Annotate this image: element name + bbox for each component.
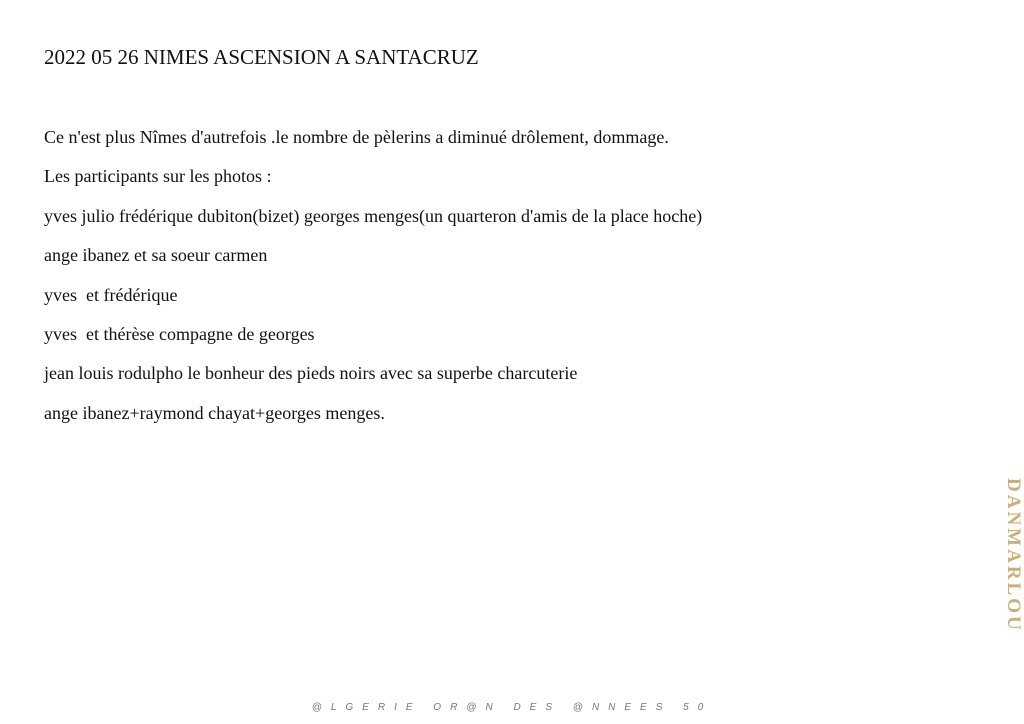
paragraph-participants-heading: Les participants sur les photos : — [44, 166, 272, 187]
paragraph-participants-5: jean louis rodulpho le bonheur des pieds noirs avec sa superbe charcuterie — [44, 363, 578, 384]
paragraph-participants-1: yves julio frédérique dubiton(bizet) georges menges(un quarteron d'amis de la place hoche) — [44, 205, 703, 226]
paragraph-participants-4: yves et thérèse compagne de georges — [44, 323, 315, 344]
footer-tagline: @LGERIE OR@N DES @NNEES 50 — [311, 702, 713, 713]
page-title: 2022 05 26 NIMES ASCENSION A SANTACRUZ — [44, 45, 479, 69]
paragraph-participants-6: ange ibanez+raymond chayat+georges menges. — [44, 402, 385, 423]
paragraph-intro: Ce n'est plus Nîmes d'autrefois .le nombre de pèlerins a diminué drôlement, dommage. — [44, 127, 669, 147]
side-watermark: DANMARLOU — [1003, 478, 1024, 633]
document-body — [44, 125, 944, 440]
paragraph-participants-3: yves et frédérique — [44, 284, 178, 305]
paragraph-participants-2: ange ibanez et sa soeur carmen — [44, 245, 268, 266]
